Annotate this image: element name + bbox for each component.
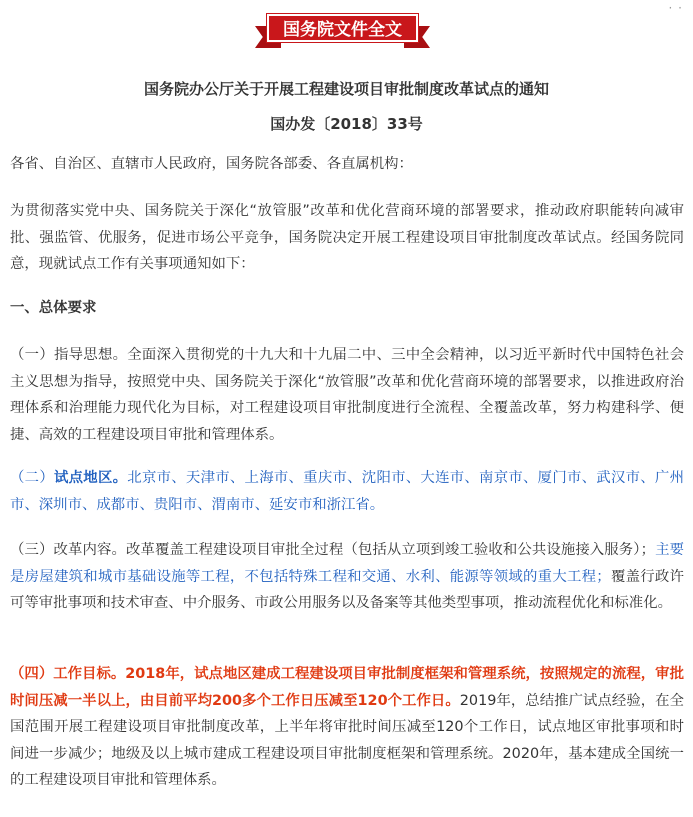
pilot-areas-label: （二） <box>10 470 54 486</box>
work-target-paragraph <box>10 661 684 794</box>
work-target-text: 2019年，总结推广试点经验，在全国范围开展工程建设项目审批制度改革，上半年将审批时间压减至120个工作日，试点地区审批事项和时间进一步减少；地级及以上城市建成工程建设项目审批制度框架和管理系统。2020年，基本建成全国统一的工程建设项目审批和管理体系。 <box>10 692 684 788</box>
pilot-areas-label-bold: 试点地区。 <box>53 470 128 486</box>
guiding-ideology-label: （一）指导思想。 <box>10 347 128 363</box>
reform-content-text-b: 覆盖行政许可等审批事项和技术审查、中介服务、市政公用服务以及备案等其他类型事项，推动流程优化和标准化。 <box>10 568 684 611</box>
document-title: 国务院办公厅关于开展工程建设项目审批制度改革试点的通知 <box>143 80 549 98</box>
banner-ribbon <box>255 12 430 52</box>
reform-content-paragraph <box>10 537 684 617</box>
salutation: 各省、自治区、直辖市人民政府，国务院各部委、各直属机构： <box>10 156 413 172</box>
guiding-ideology-text: 全面深入贯彻党的十九大和十九届二中、三中全会精神，以习近平新时代中国特色社会主义思想为指导，按照党中央、国务院关于深化“放管服”改革和优化营商环境的部署要求，以推进政府治理体系和治理能力现代化为目标，对工程建设项目审批制度进行全流程、全覆盖改革，努力构建科学、便捷、高效的工程建设项目审批和管理体系。 <box>10 347 684 443</box>
pilot-areas-paragraph <box>10 465 684 518</box>
work-target-label: （四）工作目标。 <box>10 666 126 682</box>
reform-content-label: （三）改革内容。 <box>10 542 126 558</box>
document-number: 国办发〔2018〕33号 <box>270 115 423 133</box>
section-heading-general-requirements: 一、总体要求 <box>10 300 97 316</box>
corner-mark: · · <box>668 1 683 15</box>
intro-paragraph: 为贯彻落实党中央、国务院关于深化“放管服”改革和优化营商环境的部署要求，推动政府职能转向减审批、强监管、优服务，促进市场公平竞争，国务院决定开展工程建设项目审批制度改革试点。经国务院同意，现就试点工作有关事项通知如下： <box>10 203 684 272</box>
work-target-2018-goal: 2018年，试点地区建成工程建设项目审批制度框架和管理系统，按照规定的流程，审批时间压减一半以上，由目前平均200多个工作日压减至120个工作日。 <box>10 666 684 709</box>
guiding-ideology-paragraph <box>10 342 684 448</box>
reform-content-text-a: 改革覆盖工程建设项目审批全过程（包括从立项到竣工验收和公共设施接入服务）； <box>125 542 655 558</box>
pilot-areas-cities: 北京市、天津市、上海市、重庆市、沈阳市、大连市、南京市、厦门市、武汉市、广州市、深圳市、成都市、贵阳市、渭南市、延安市和浙江省。 <box>10 470 684 513</box>
reform-content-scope: 主要是房屋建筑和城市基础设施等工程，不包括特殊工程和交通、水利、能源等领域的重大工程； <box>10 542 684 585</box>
banner-label: 国务院文件全文 <box>267 14 418 42</box>
